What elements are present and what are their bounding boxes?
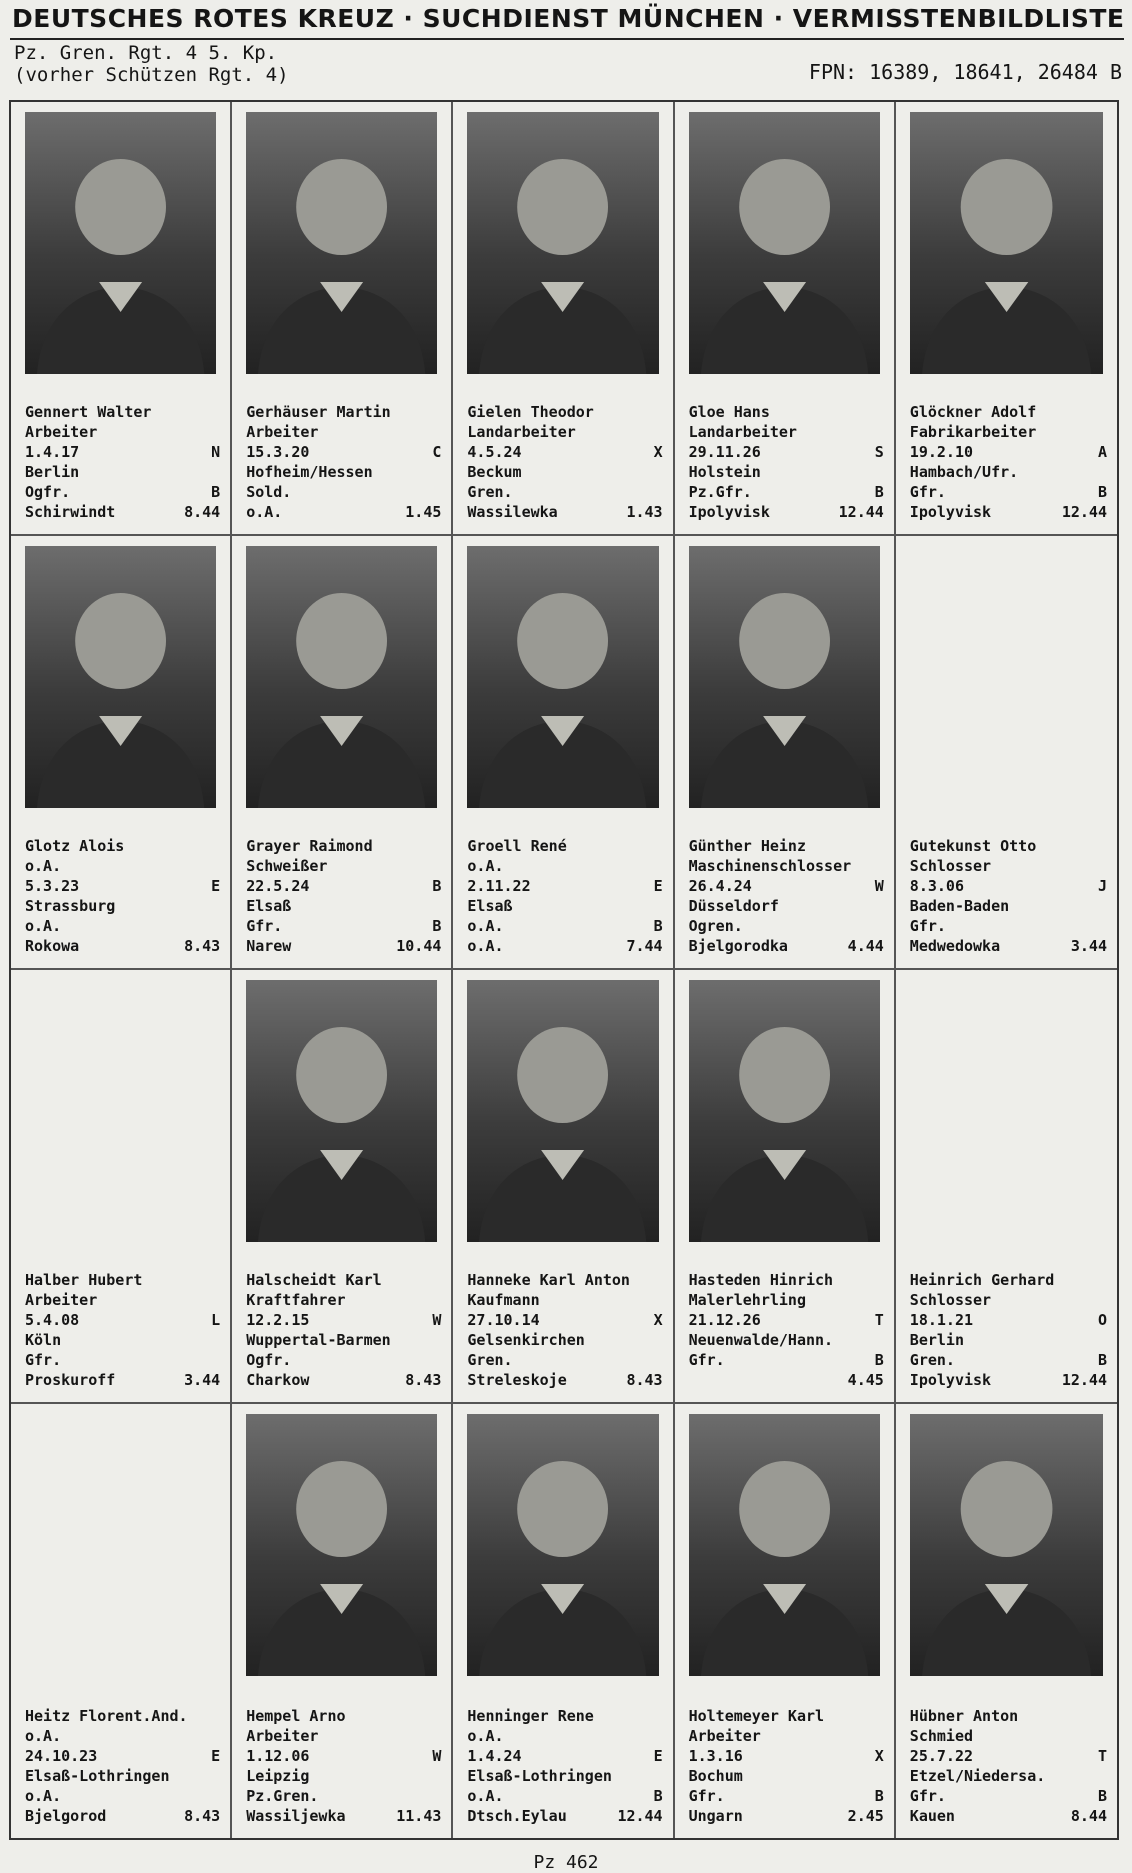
person-last-date: 10.44	[396, 937, 442, 955]
person-info	[689, 402, 884, 522]
person-last-date: 8.43	[184, 1807, 221, 1825]
person-last-date: 8.43	[184, 937, 221, 955]
person-last-date: 12.44	[1061, 503, 1107, 521]
person-last-place: Bjelgorod	[25, 1807, 107, 1825]
person-card	[11, 970, 232, 1404]
unit-line-2: (vorher Schützen Rgt. 4)	[14, 64, 289, 86]
person-photo	[246, 1414, 437, 1676]
portrait-placeholder-icon	[910, 112, 1103, 374]
person-name: Gennert Walter	[25, 403, 152, 421]
portrait-placeholder-icon	[467, 546, 658, 808]
person-rank: Gfr.	[688, 1351, 725, 1369]
person-rank: Gfr.	[688, 1787, 725, 1805]
person-info	[910, 836, 1107, 956]
person-code: J	[1097, 877, 1107, 895]
person-last-date: 12.44	[1061, 1371, 1107, 1389]
person-last-date: 7.44	[626, 937, 663, 955]
person-birth-date: 1.12.06	[246, 1747, 310, 1765]
person-birth-date: 15.3.20	[246, 443, 310, 461]
person-last-place: Proskuroff	[25, 1371, 116, 1389]
person-birth-date: 21.12.26	[688, 1311, 761, 1329]
person-last-place: Ipolyvisk	[909, 503, 992, 521]
person-card	[11, 536, 232, 970]
person-occupation: Landarbeiter	[467, 423, 576, 441]
person-status: B	[1097, 1787, 1107, 1805]
portrait-placeholder-icon	[246, 1414, 437, 1676]
person-birth-date: 5.3.23	[25, 877, 80, 895]
person-occupation: Arbeiter	[688, 1727, 761, 1745]
person-name: Groell René	[467, 837, 567, 855]
page-title: DEUTSCHES ROTES KREUZ · SUCHDIENST MÜNCHEN · VERMISSTENBILDLISTE	[12, 4, 1125, 33]
person-birthplace: Berlin	[25, 463, 80, 481]
person-occupation: o.A.	[467, 1727, 504, 1745]
person-rank: Ogfr.	[25, 483, 71, 501]
person-photo	[25, 546, 216, 808]
person-name: Hanneke Karl Anton	[467, 1271, 630, 1289]
person-name: Gutekunst Otto	[909, 837, 1037, 855]
portrait-placeholder-icon	[246, 546, 437, 808]
person-last-place: Wassilewka	[467, 503, 558, 521]
person-birth-date: 2.11.22	[467, 877, 531, 895]
person-occupation: Kaufmann	[467, 1291, 540, 1309]
person-info	[25, 402, 220, 522]
person-birth-date: 18.1.21	[909, 1311, 974, 1329]
person-card	[675, 1404, 896, 1838]
portrait-placeholder-icon	[910, 1414, 1103, 1676]
person-birth-date: 1.4.24	[467, 1747, 522, 1765]
person-photo	[910, 112, 1103, 374]
person-card	[453, 536, 674, 970]
person-last-date: 12.44	[617, 1807, 663, 1825]
person-last-date: 8.43	[626, 1371, 663, 1389]
person-birth-date: 1.3.16	[688, 1747, 743, 1765]
person-card	[232, 536, 453, 970]
person-code: W	[874, 877, 884, 895]
person-birthplace: Neuenwalde/Hann.	[688, 1331, 834, 1349]
person-rank: Pz.Gren.	[246, 1787, 319, 1805]
person-occupation: o.A.	[467, 857, 504, 875]
portrait-placeholder-icon	[689, 546, 880, 808]
person-occupation: Schmied	[909, 1727, 974, 1745]
person-birthplace: Strassburg	[25, 897, 116, 915]
portrait-placeholder-icon	[467, 980, 658, 1242]
person-code: E	[211, 877, 221, 895]
person-status: B	[211, 483, 221, 501]
person-info	[467, 836, 662, 956]
person-birthplace: Elsaß	[467, 897, 513, 915]
person-birth-date: 19.2.10	[909, 443, 974, 461]
person-birthplace: Düsseldorf	[688, 897, 779, 915]
person-rank: Pz.Gfr.	[688, 483, 752, 501]
person-birth-date: 5.4.08	[25, 1311, 80, 1329]
person-card	[11, 102, 232, 536]
person-code: L	[211, 1311, 221, 1329]
person-photo	[910, 1414, 1103, 1676]
person-rank: Gfr.	[246, 917, 283, 935]
person-info	[910, 1270, 1107, 1390]
portrait-placeholder-icon	[689, 980, 880, 1242]
person-last-date: 1.43	[626, 503, 663, 521]
person-rank: Ogren.	[688, 917, 743, 935]
person-name: Gloe Hans	[688, 403, 770, 421]
person-occupation: Arbeiter	[246, 423, 319, 441]
person-info	[25, 1270, 220, 1390]
person-birthplace: Leipzig	[246, 1767, 310, 1785]
person-card	[896, 102, 1117, 536]
person-occupation: Malerlehrling	[688, 1291, 806, 1309]
person-card	[675, 536, 896, 970]
person-birth-date: 4.5.24	[467, 443, 522, 461]
person-last-date: 8.43	[405, 1371, 442, 1389]
person-birth-date: 24.10.23	[25, 1747, 98, 1765]
person-birthplace: Berlin	[909, 1331, 964, 1349]
person-rank: Sold.	[246, 483, 292, 501]
person-card	[896, 970, 1117, 1404]
person-photo	[467, 112, 658, 374]
person-birth-date: 26.4.24	[688, 877, 752, 895]
person-last-date: 3.44	[1070, 937, 1107, 955]
person-rank: Gren.	[909, 1351, 955, 1369]
person-rank: Gfr.	[909, 483, 946, 501]
person-card	[453, 1404, 674, 1838]
person-photo	[246, 980, 437, 1242]
person-name: Glotz Alois	[25, 837, 125, 855]
person-code: W	[432, 1311, 442, 1329]
person-name: Henninger Rene	[467, 1707, 594, 1725]
person-name: Gerhäuser Martin	[246, 403, 391, 421]
person-last-date: 11.43	[396, 1807, 442, 1825]
person-code: B	[432, 877, 442, 895]
person-status: B	[653, 917, 663, 935]
person-info	[910, 1706, 1107, 1826]
person-photo	[246, 112, 437, 374]
header-rule	[10, 38, 1124, 40]
person-last-place: Bjelgorodka	[688, 937, 788, 955]
portrait-placeholder-icon	[25, 112, 216, 374]
person-rank: Gfr.	[25, 1351, 62, 1369]
person-last-place: Ipolyvisk	[688, 503, 770, 521]
person-birth-date: 8.3.06	[909, 877, 964, 895]
person-last-date: 4.44	[847, 937, 884, 955]
person-occupation: Schlosser	[909, 1291, 992, 1309]
person-occupation: Kraftfahrer	[246, 1291, 346, 1309]
person-name: Glöckner Adolf	[909, 403, 1037, 421]
person-occupation: o.A.	[25, 857, 62, 875]
person-code: T	[1097, 1747, 1107, 1765]
person-birthplace: Elsaß-Lothringen	[25, 1767, 170, 1785]
person-photo	[689, 980, 880, 1242]
page-number: Pz 462	[533, 1852, 599, 1873]
portrait-placeholder-icon	[25, 546, 216, 808]
portrait-placeholder-icon	[467, 112, 658, 374]
person-code: T	[874, 1311, 884, 1329]
person-card	[453, 970, 674, 1404]
person-name: Günther Heinz	[688, 837, 806, 855]
person-status: B	[874, 1351, 884, 1369]
person-code: O	[1097, 1311, 1107, 1329]
person-name: Gielen Theodor	[467, 403, 594, 421]
portrait-placeholder-icon	[689, 112, 880, 374]
person-last-place: Streleskoje	[467, 1371, 567, 1389]
person-last-place: Rokowa	[25, 937, 80, 955]
person-info	[246, 402, 441, 522]
person-last-place: Narew	[246, 937, 292, 955]
person-info	[910, 402, 1107, 522]
person-birth-date: 1.4.17	[25, 443, 80, 461]
person-code: E	[211, 1747, 221, 1765]
person-photo	[689, 112, 880, 374]
person-last-date: 12.44	[838, 503, 884, 521]
person-status: B	[432, 917, 442, 935]
person-info	[246, 1270, 441, 1390]
person-photo	[246, 546, 437, 808]
person-last-date: 3.44	[184, 1371, 221, 1389]
person-rank: Gfr.	[909, 1787, 946, 1805]
person-card	[11, 1404, 232, 1838]
person-occupation: o.A.	[25, 1727, 62, 1745]
person-last-place: Charkow	[246, 1371, 310, 1389]
unit-line-1: Pz. Gren. Rgt. 4 5. Kp.	[14, 42, 278, 64]
person-status: B	[653, 1787, 663, 1805]
person-card	[675, 970, 896, 1404]
person-info	[467, 402, 662, 522]
person-last-date: 2.45	[847, 1807, 884, 1825]
person-code: E	[653, 877, 663, 895]
portrait-placeholder-icon	[689, 1414, 880, 1676]
person-name: Hempel Arno	[246, 1707, 346, 1725]
fpn-numbers: FPN: 16389, 18641, 26484 B	[808, 60, 1122, 84]
person-birthplace: Etzel/Niedersa.	[909, 1767, 1046, 1785]
person-occupation: Fabrikarbeiter	[909, 423, 1037, 441]
portrait-placeholder-icon	[246, 980, 437, 1242]
person-info	[246, 836, 441, 956]
person-last-date: 1.45	[405, 503, 442, 521]
person-status: B	[1097, 1351, 1107, 1369]
person-last-place: Ungarn	[688, 1807, 743, 1825]
person-photo	[467, 546, 658, 808]
person-birthplace: Holstein	[688, 463, 761, 481]
person-birth-date: 12.2.15	[246, 1311, 310, 1329]
person-last-place: Medwedowka	[909, 937, 1001, 955]
person-code: C	[432, 443, 442, 461]
person-name: Halscheidt Karl	[246, 1271, 382, 1289]
person-card	[896, 1404, 1117, 1838]
person-birth-date: 25.7.22	[909, 1747, 974, 1765]
person-birthplace: Beckum	[467, 463, 522, 481]
person-name: Heinrich Gerhard	[909, 1271, 1055, 1289]
person-last-date: 8.44	[1070, 1807, 1107, 1825]
person-code: X	[874, 1747, 884, 1765]
person-info	[25, 836, 220, 956]
person-last-place: Dtsch.Eylau	[467, 1807, 567, 1825]
person-code: A	[1097, 443, 1107, 461]
person-name: Hasteden Hinrich	[688, 1271, 834, 1289]
person-birthplace: Baden-Baden	[909, 897, 1010, 915]
person-status: B	[874, 1787, 884, 1805]
person-rank: o.A.	[467, 1787, 504, 1805]
person-code: N	[211, 443, 221, 461]
person-card	[232, 1404, 453, 1838]
person-code: X	[653, 1311, 663, 1329]
person-info	[467, 1270, 662, 1390]
person-birthplace: Elsaß	[246, 897, 292, 915]
person-last-date: 8.44	[184, 503, 221, 521]
person-info	[689, 1706, 884, 1826]
person-rank: Ogfr.	[246, 1351, 292, 1369]
person-occupation: Schlosser	[909, 857, 992, 875]
portrait-placeholder-icon	[467, 1414, 658, 1676]
person-occupation: Landarbeiter	[688, 423, 797, 441]
person-birthplace: Gelsenkirchen	[467, 1331, 585, 1349]
person-photo	[689, 546, 880, 808]
person-rank: o.A.	[25, 917, 62, 935]
person-birth-date: 29.11.26	[688, 443, 761, 461]
person-last-place: o.A.	[467, 937, 504, 955]
person-card	[896, 536, 1117, 970]
person-photo	[467, 980, 658, 1242]
portrait-placeholder-icon	[246, 112, 437, 374]
person-name: Heitz Florent.And.	[25, 1707, 188, 1725]
person-birthplace: Bochum	[688, 1767, 743, 1785]
person-last-place: Wassiljewka	[246, 1807, 346, 1825]
person-card	[675, 102, 896, 536]
person-birth-date: 27.10.14	[467, 1311, 540, 1329]
person-status: B	[874, 483, 884, 501]
person-rank: Gren.	[467, 1351, 513, 1369]
person-birth-date: 22.5.24	[246, 877, 310, 895]
person-occupation: Arbeiter	[246, 1727, 319, 1745]
person-photo	[467, 1414, 658, 1676]
person-rank: Gren.	[467, 483, 513, 501]
person-birthplace: Hambach/Ufr.	[909, 463, 1019, 481]
person-code: W	[432, 1747, 442, 1765]
person-grid	[9, 100, 1119, 1840]
person-birthplace: Elsaß-Lothringen	[467, 1767, 612, 1785]
person-last-place: o.A.	[246, 503, 283, 521]
person-rank: o.A.	[25, 1787, 62, 1805]
person-info	[689, 836, 884, 956]
person-occupation: Arbeiter	[25, 1291, 98, 1309]
person-code: X	[653, 443, 663, 461]
person-card	[453, 102, 674, 536]
person-last-place: Ipolyvisk	[909, 1371, 992, 1389]
person-info	[689, 1270, 884, 1390]
person-birthplace: Köln	[25, 1331, 62, 1349]
person-birthplace: Wuppertal-Barmen	[246, 1331, 391, 1349]
person-occupation: Schweißer	[246, 857, 328, 875]
person-code: S	[874, 443, 884, 461]
person-name: Hübner Anton	[909, 1707, 1019, 1725]
person-card	[232, 102, 453, 536]
person-last-place: Kauen	[909, 1807, 955, 1825]
person-name: Holtemeyer Karl	[688, 1707, 825, 1725]
person-photo	[25, 112, 216, 374]
person-status: B	[1097, 483, 1107, 501]
person-rank: Gfr.	[909, 917, 946, 935]
person-last-place: Schirwindt	[25, 503, 116, 521]
person-photo	[689, 1414, 880, 1676]
person-last-date: 4.45	[847, 1371, 884, 1389]
person-code: E	[653, 1747, 663, 1765]
person-info	[246, 1706, 441, 1826]
person-occupation: Arbeiter	[25, 423, 98, 441]
person-info	[467, 1706, 662, 1826]
person-rank: o.A.	[467, 917, 504, 935]
person-info	[25, 1706, 220, 1826]
person-birthplace: Hofheim/Hessen	[246, 463, 373, 481]
person-name: Grayer Raimond	[246, 837, 373, 855]
person-card	[232, 970, 453, 1404]
person-name: Halber Hubert	[25, 1271, 143, 1289]
person-occupation: Maschinenschlosser	[688, 857, 852, 875]
